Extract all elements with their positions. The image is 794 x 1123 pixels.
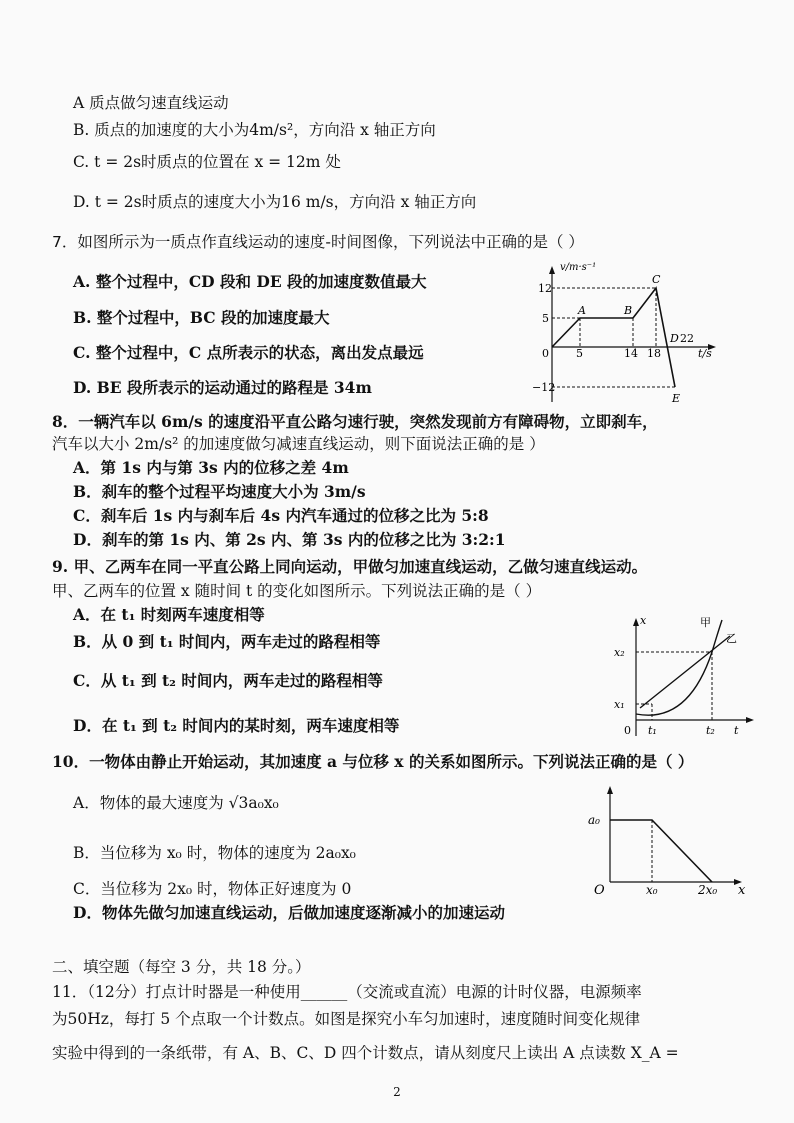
velocity-curve xyxy=(552,288,675,387)
tick-t14: 14 xyxy=(624,347,638,360)
q8-option-c: C．刹车后 1s 内与刹车后 4s 内汽车通过的位移之比为 5:8 xyxy=(73,506,489,525)
y-axis-label: x xyxy=(640,614,647,627)
q11-line2: 为50Hz，每打 5 个点取一个计数点。如图是探究小车匀加速时，速度随时间变化规律 xyxy=(52,1010,641,1028)
tick-t2: t₂ xyxy=(706,724,715,737)
q9-option-c: C．从 t₁ 到 t₂ 时间内，两车走过的路程相等 xyxy=(73,671,383,690)
tick-5: 5 xyxy=(542,312,549,325)
q6-option-b: B. 质点的加速度的大小为4m/s²，方向沿 x 轴正方向 xyxy=(73,121,436,139)
tick-t18: 18 xyxy=(647,347,661,360)
q8-stem-line2: 汽车以大小 2m/s² 的加速度做匀减速直线运动，则下面说法正确的是 ） xyxy=(52,435,545,453)
q11-line1: 11．（12分）打点计时器是一种使用______（交流或直流）电源的计时仪器，电源频率 xyxy=(52,983,642,1001)
tick-x0: x₀ xyxy=(646,883,658,897)
q10-option-b: B．当位移为 x₀ 时，物体的速度为 2a₀x₀ xyxy=(73,844,356,862)
q8-option-a: A．第 1s 内与第 3s 内的位移之差 4m xyxy=(73,458,349,477)
tick-t22: 22 xyxy=(680,332,694,345)
q6-option-c: C. t = 2s时质点的位置在 x = 12m 处 xyxy=(73,153,341,171)
q6-option-d: D. t = 2s时质点的速度大小为16 m/s，方向沿 x 轴正方向 xyxy=(73,193,477,211)
q10-ax-graph xyxy=(586,782,756,898)
x-axis-label: t/s xyxy=(698,347,712,360)
q10-option-a: A．物体的最大速度为 √3a₀x₀ xyxy=(73,794,279,812)
q10-option-d: D．物体先做匀加速直线运动，后做加速度逐渐减小的加速运动 xyxy=(73,903,505,922)
tick-a0: a₀ xyxy=(588,813,600,827)
series-yi-label: 乙 xyxy=(726,632,737,645)
q6-option-a: A 质点做匀速直线运动 xyxy=(73,94,229,112)
y-axis-label: v/m·s⁻¹ xyxy=(560,262,597,273)
q7-stem: 7．如图所示为一质点作直线运动的速度-时间图像，下列说法中正确的是（ ） xyxy=(52,233,584,251)
tick-0: 0 xyxy=(542,347,549,360)
q11-line3: 实验中得到的一条纸带，有 A、B、C、D 四个计数点，请从刻度尺上读出 A 点读数 X_A = xyxy=(52,1044,679,1062)
tick-x2: x₂ xyxy=(614,646,625,659)
q8-stem-line1: 8．一辆汽车以 6m/s 的速度沿平直公路匀速行驶，突然发现前方有障碍物，立即刹车， xyxy=(52,412,658,431)
section-2-heading: 二、填空题（每空 3 分，共 18 分。） xyxy=(52,958,311,976)
tick-neg12: −12 xyxy=(532,381,556,394)
q10-stem: 10．一物体由静止开始运动，其加速度 a 与位移 x 的关系如图所示。下列说法正确的是（ ） xyxy=(52,752,694,771)
point-e: E xyxy=(672,392,681,405)
acceleration-curve xyxy=(610,820,712,882)
line-yi xyxy=(640,636,730,708)
x-axis-arrow xyxy=(746,717,754,723)
q8-option-b: B．刹车的整个过程平均速度大小为 3m/s xyxy=(73,482,366,501)
page-number: 2 xyxy=(393,1085,401,1099)
origin-label: O xyxy=(594,883,605,898)
y-axis-arrow xyxy=(549,266,555,274)
q7-vt-graph xyxy=(528,260,718,410)
series-jia-label: 甲 xyxy=(700,616,711,629)
point-c: C xyxy=(652,273,661,286)
point-d: D xyxy=(670,332,679,345)
tick-t5: 5 xyxy=(576,347,583,360)
q10-option-c: C．当位移为 2x₀ 时，物体正好速度为 0 xyxy=(73,880,352,898)
tick-x1: x₁ xyxy=(614,698,625,711)
point-b: B xyxy=(624,304,633,317)
tick-origin: 0 xyxy=(624,724,631,737)
y-axis-arrow xyxy=(633,618,639,626)
x-axis-label: x xyxy=(738,883,746,898)
q9-option-d: D．在 t₁ 到 t₂ 时间内的某时刻，两车速度相等 xyxy=(73,716,400,735)
q7-option-c: C. 整个过程中，C 点所表示的状态，离出发点最远 xyxy=(73,343,424,362)
q7-option-b: B. 整个过程中，BC 段的加速度最大 xyxy=(73,308,330,327)
q9-stem-line1: 9. 甲、乙两车在同一平直公路上同向运动，甲做匀加速直线运动，乙做匀速直线运动。 xyxy=(52,557,648,576)
tick-t1: t₁ xyxy=(648,724,657,737)
q9-option-b: B．从 0 到 t₁ 时间内，两车走过的路程相等 xyxy=(73,632,381,651)
tick-12: 12 xyxy=(538,282,552,295)
q9-xt-graph xyxy=(608,612,758,742)
q8-option-d: D．刹车的第 1s 内、第 2s 内、第 3s 内的位移之比为 3:2:1 xyxy=(73,530,506,549)
q7-option-a: A. 整个过程中，CD 段和 DE 段的加速度数值最大 xyxy=(73,272,427,291)
x-axis-label: t xyxy=(734,724,739,737)
point-a: A xyxy=(578,304,586,317)
q9-stem-line2: 甲、乙两车的位置 x 随时间 t 的变化如图所示。下列说法正确的是（ ） xyxy=(52,582,542,600)
q9-option-a: A．在 t₁ 时刻两车速度相等 xyxy=(73,605,265,624)
q7-option-d: D. BE 段所表示的运动通过的路程是 34m xyxy=(73,378,372,397)
y-axis-arrow xyxy=(607,786,613,794)
tick-2x0: 2x₀ xyxy=(698,883,718,897)
